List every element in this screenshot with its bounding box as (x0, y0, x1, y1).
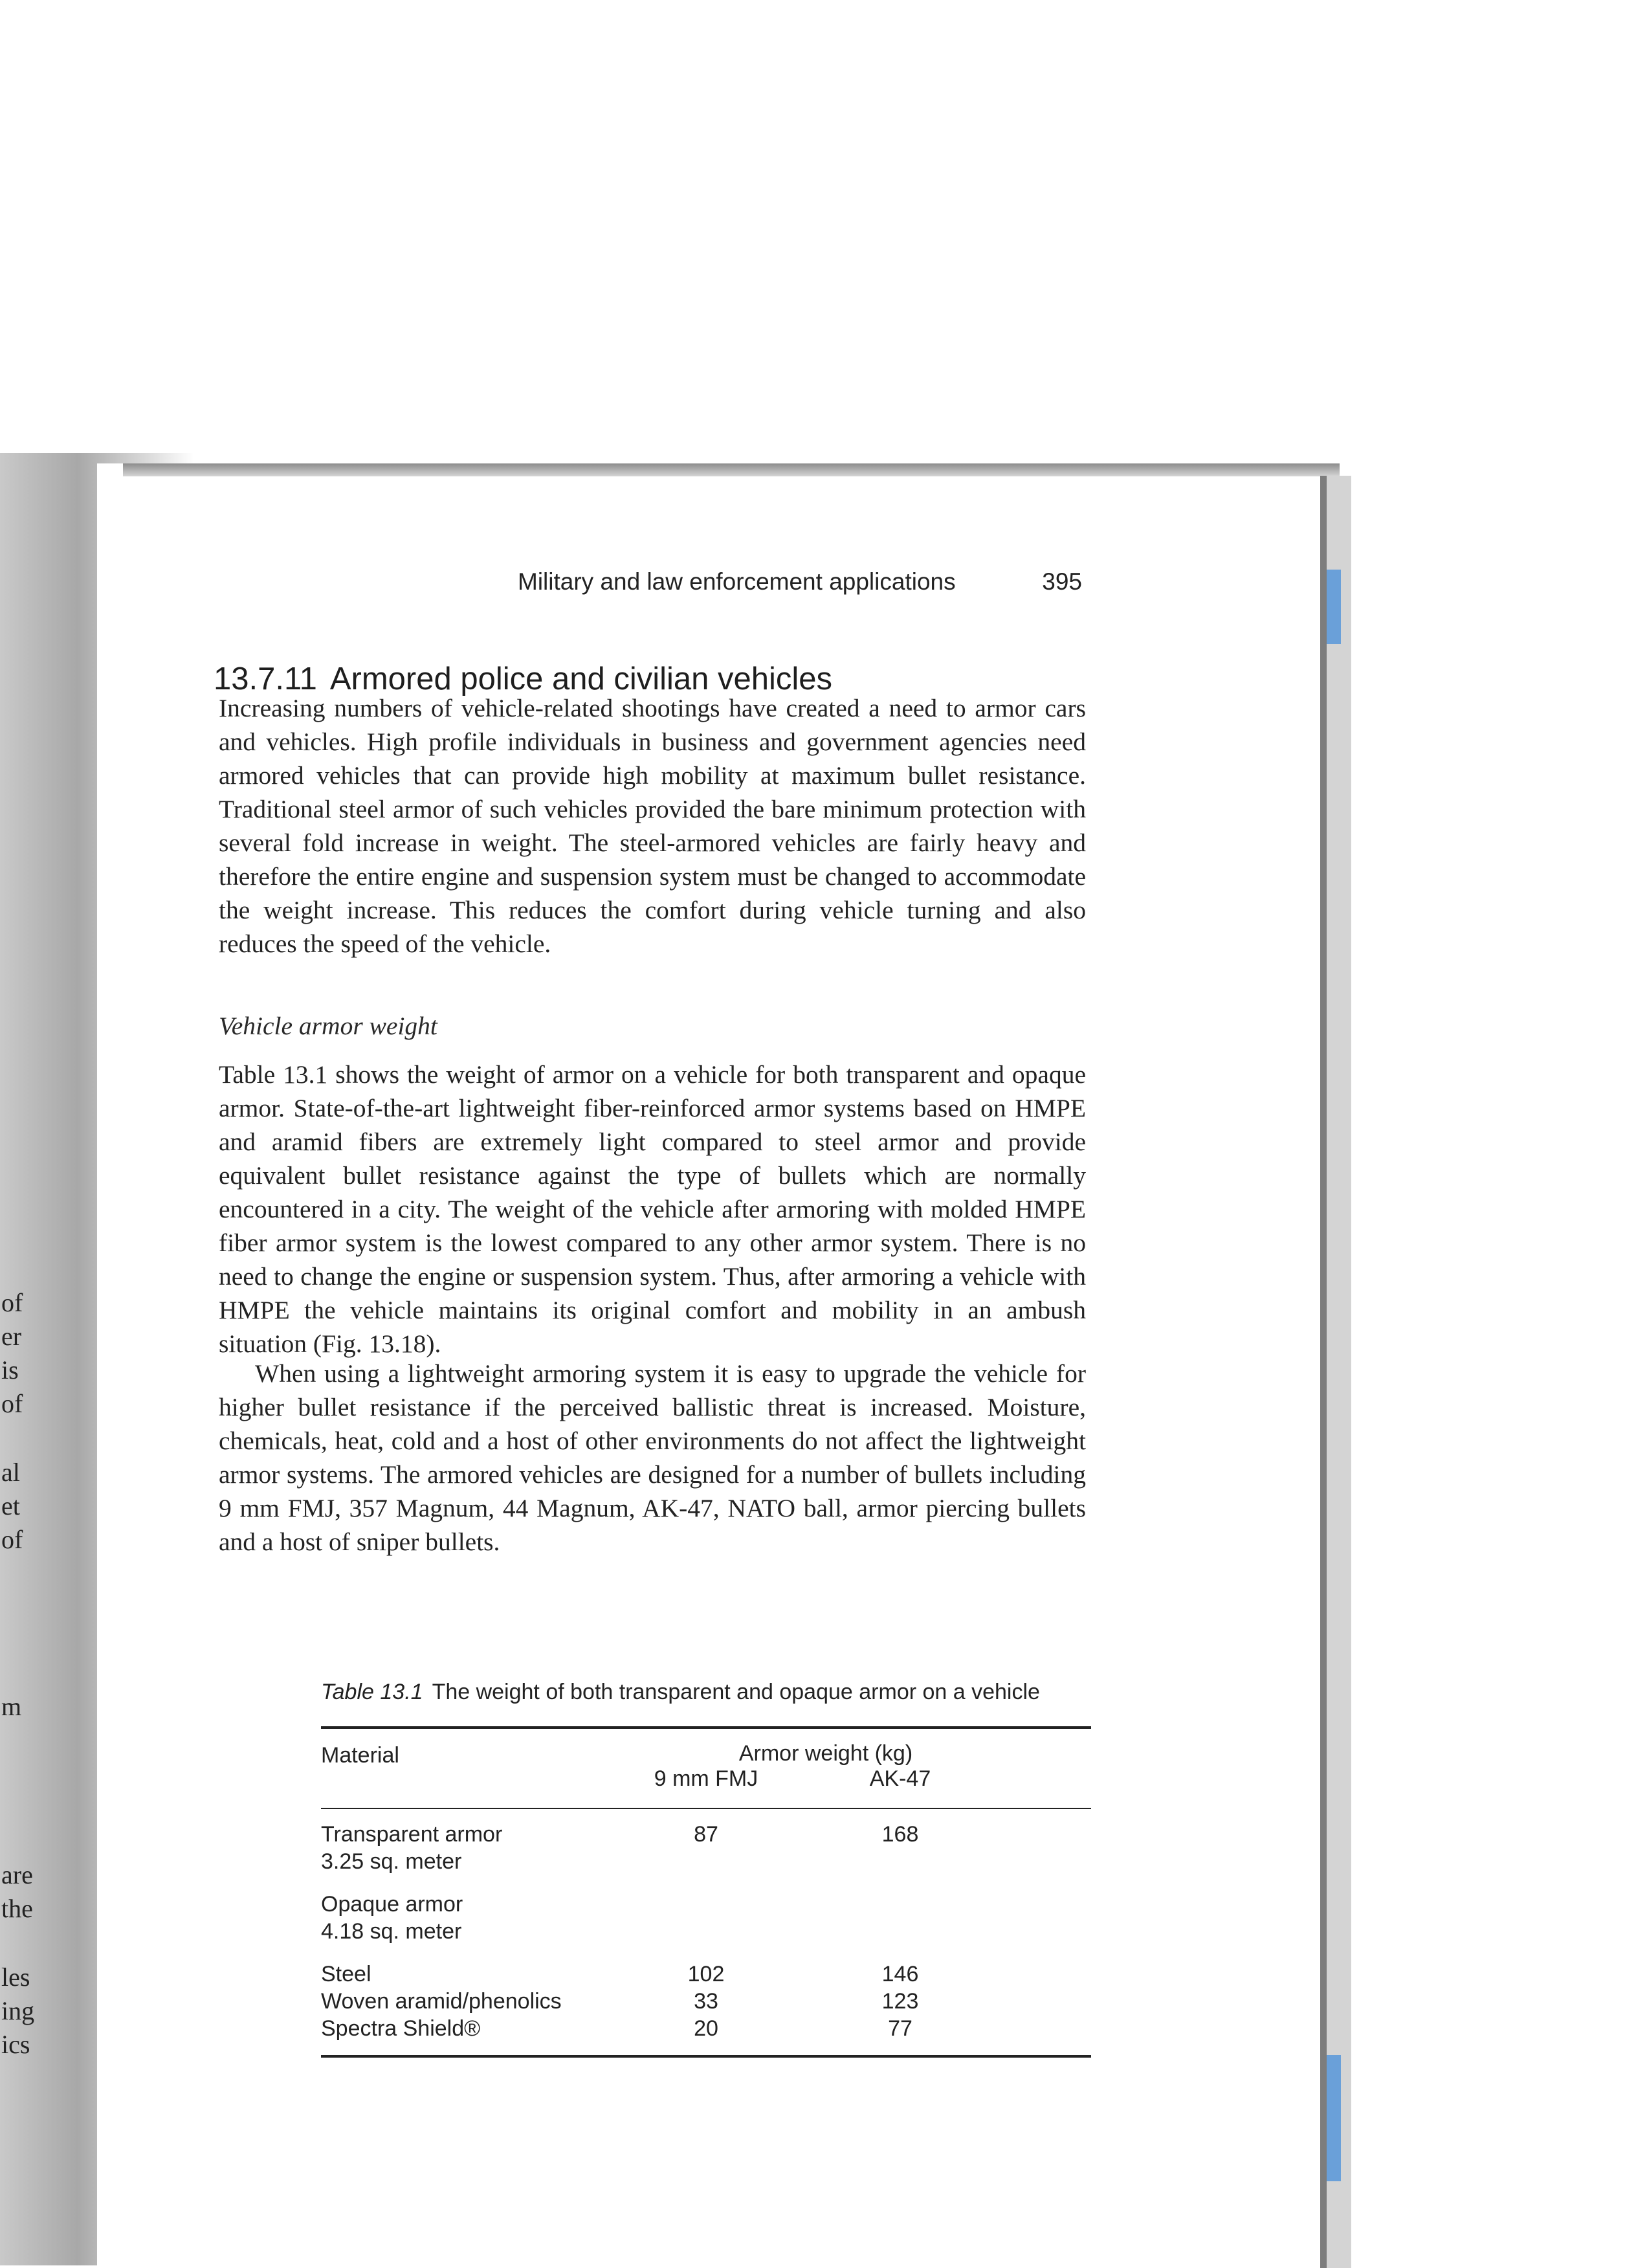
left-page-fragment: of (1, 1525, 23, 1554)
left-page-fragment: ing (1, 1996, 35, 2025)
material-cell: 4.18 sq. meter (321, 1919, 462, 1944)
material-cell: Transparent armor (321, 1822, 503, 1847)
left-page-fragment: m (1, 1692, 22, 1721)
left-page-fragment: the (1, 1894, 33, 1923)
table-label: Table 13.1 (321, 1680, 423, 1704)
thumb-index-tab (1327, 2055, 1341, 2181)
page-number: 395 (1042, 568, 1082, 595)
ak47-column-header: AK-47 (869, 1766, 931, 1791)
table-header-rule (321, 1808, 1091, 1809)
intro-paragraph: Increasing numbers of vehicle-related shootings have created a need to armor cars and vehicles. High profile individuals in business and government agencies need armored vehicles that can provide high mobility at maximum bullet resistance. Traditional steel armor of such vehicles provided the bare minimum protection with several fold increase in weight. The steel-armored vehicles are fairly heavy and therefore the entire engine and suspension system must be changed to accommodate the weight increase. This reduces the comfort during vehicle turning and also reduces the speed of the vehicle. (219, 694, 1086, 958)
running-head-title: Military and law enforcement applications (518, 568, 956, 595)
table-row (321, 1849, 1091, 1876)
left-page-fragment: er (1, 1322, 22, 1351)
left-page-fragment: les (1, 1962, 30, 1992)
fmj-cell: 20 (694, 2016, 718, 2041)
material-cell: Woven aramid/phenolics (321, 1989, 562, 2014)
left-page-fragment: is (1, 1355, 19, 1384)
left-page-fragment: are (1, 1860, 33, 1889)
table-row (321, 1962, 1091, 1989)
fmj-column-header: 9 mm FMJ (654, 1766, 758, 1791)
material-cell: Steel (321, 1962, 371, 1986)
ak47-cell: 168 (881, 1822, 919, 1847)
table-top-rule (321, 1726, 1091, 1729)
table-row (321, 1919, 1091, 1946)
section-title: Armored police and civilian vehicles (329, 661, 833, 696)
fmj-cell: 102 (687, 1962, 725, 1986)
table-reference-paragraph: Table 13.1 shows the weight of armor on a vehicle for both transparent and opaque armor. State-of-the-art lightweight fiber-reinforced armor systems based on HMPE and aramid fibers are extremely light compared to steel armor and provide equivalent bullet resistance against the type of bullets which are normally encountered in a city. The weight of the vehicle after armoring with molded HMPE fiber armor system is the lowest compared to any other armor system. There is no need to change the engine or suspension system. Thus, after armoring a vehicle with HMPE the vehicle maintains its original comfort and mobility in an ambush situation (Fig. 13.18). (219, 1060, 1086, 1358)
left-page-fragment: ics (1, 2030, 30, 2059)
table-bottom-rule (321, 2055, 1091, 2058)
table-caption (321, 1680, 1040, 1705)
upgrade-paragraph: When using a lightweight armoring system it is easy to upgrade the vehicle for higher bullet resistance if the perceived ballistic threat is increased. Moisture, chemicals, heat, cold and a host of other environments do not affect the lightweight armor systems. The armored vehicles are designed for a number of bullets including 9 mm FMJ, 357 Magnum, 44 Magnum, AK-47, NATO ball, armor piercing bullets and a host of sniper bullets. (219, 1359, 1086, 1556)
table-row (321, 1892, 1091, 1919)
fmj-cell: 87 (694, 1822, 718, 1847)
material-column-header: Material (321, 1743, 399, 1768)
section-number: 13.7.11 (214, 661, 317, 696)
running-head (518, 568, 1094, 607)
ak47-cell: 77 (888, 2016, 912, 2041)
table-caption-text: The weight of both transparent and opaque armor on a vehicle (432, 1680, 1040, 1704)
ak47-cell: 123 (881, 1989, 919, 2014)
armor-weight-group-header: Armor weight (kg) (738, 1741, 913, 1766)
thumb-index-tab (1327, 570, 1341, 644)
left-page-fragment: of (1, 1389, 23, 1418)
page-top-edge (123, 463, 1340, 476)
material-cell: Opaque armor (321, 1892, 463, 1917)
table-row (321, 1989, 1091, 2016)
ak47-cell: 146 (881, 1962, 919, 1986)
subheading: Vehicle armor weight (219, 1012, 437, 1040)
fmj-cell: 33 (694, 1989, 718, 2014)
page-right-edge (1320, 476, 1351, 2268)
left-page-fragment: et (1, 1491, 20, 1520)
table-row (321, 1822, 1091, 1849)
material-cell: 3.25 sq. meter (321, 1849, 462, 1874)
material-cell: Spectra Shield® (321, 2016, 481, 2041)
left-page-fragment: of (1, 1288, 23, 1317)
table-row (321, 2016, 1091, 2043)
left-page-fragment: al (1, 1458, 20, 1487)
